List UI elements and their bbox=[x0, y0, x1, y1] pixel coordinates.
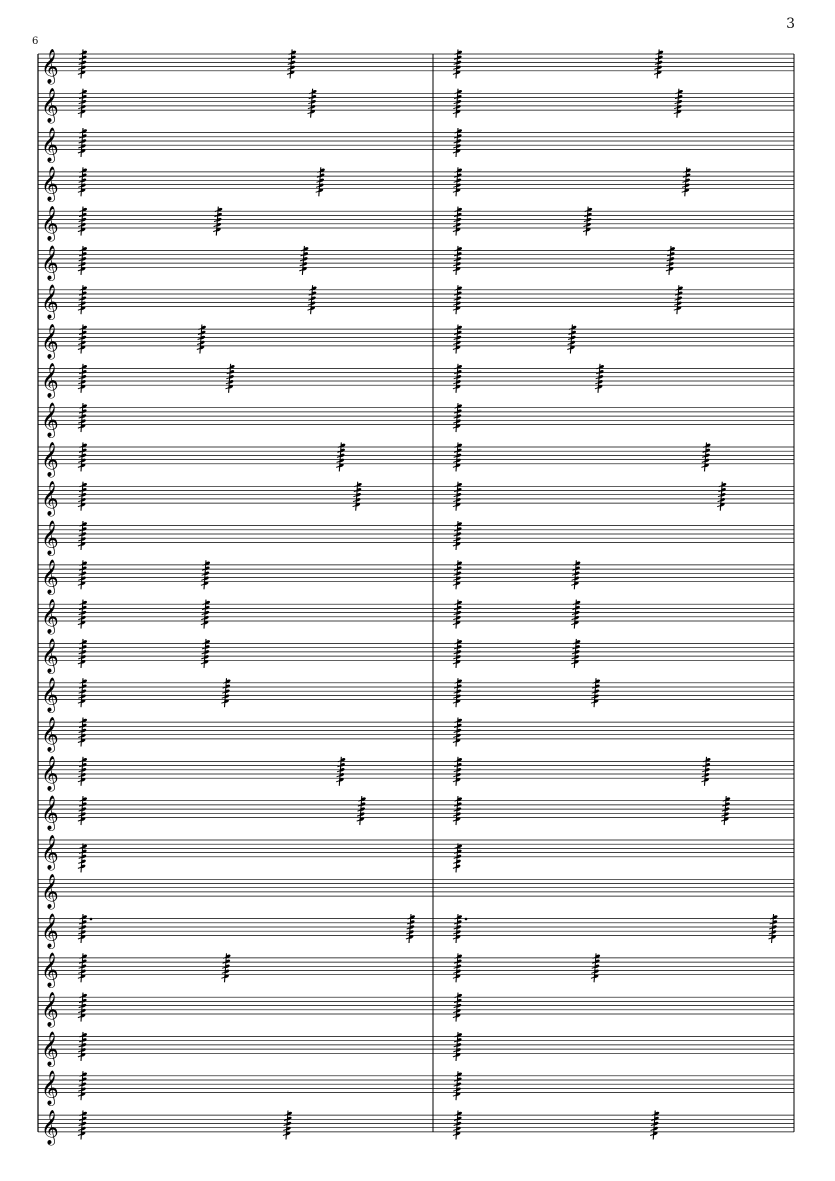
treble-clef-icon: 𝄞 bbox=[41, 795, 59, 831]
staff bbox=[38, 879, 794, 896]
staff bbox=[38, 644, 794, 661]
staff bbox=[38, 840, 794, 857]
treble-clef-icon: 𝄞 bbox=[41, 952, 59, 988]
staff bbox=[38, 133, 794, 150]
staff bbox=[38, 919, 794, 936]
treble-clef-icon: 𝄞 bbox=[41, 677, 59, 713]
treble-clef-icon: 𝄞 bbox=[41, 716, 59, 752]
staff bbox=[38, 958, 794, 975]
staff bbox=[38, 565, 794, 582]
staff bbox=[38, 1076, 794, 1093]
treble-clef-icon: 𝄞 bbox=[41, 48, 59, 84]
staff bbox=[38, 447, 794, 464]
treble-clef-icon: 𝄞 bbox=[41, 559, 59, 595]
page-number: 3 bbox=[786, 16, 795, 32]
staff bbox=[38, 54, 794, 71]
treble-clef-icon: 𝄞 bbox=[41, 127, 59, 163]
staff bbox=[38, 486, 794, 503]
treble-clef-icon: 𝄞 bbox=[41, 245, 59, 281]
treble-clef-icon: 𝄞 bbox=[41, 363, 59, 399]
note-cluster bbox=[78, 843, 88, 872]
treble-clef-icon: 𝄞 bbox=[41, 88, 59, 124]
treble-clef-icon: 𝄞 bbox=[41, 284, 59, 320]
staff bbox=[38, 408, 794, 425]
staff bbox=[38, 801, 794, 818]
treble-clef-icon: 𝄞 bbox=[41, 520, 59, 556]
treble-clef-icon: 𝄞 bbox=[41, 481, 59, 517]
staff bbox=[38, 604, 794, 621]
staff bbox=[38, 211, 794, 228]
staff bbox=[38, 722, 794, 739]
staff bbox=[38, 172, 794, 189]
staff bbox=[38, 526, 794, 543]
treble-clef-icon: 𝄞 bbox=[41, 638, 59, 674]
measure-number: 6 bbox=[32, 36, 39, 47]
note-cluster bbox=[78, 914, 92, 943]
treble-clef-icon: 𝄞 bbox=[41, 1109, 59, 1145]
treble-clef-icon: 𝄞 bbox=[41, 992, 59, 1027]
staff bbox=[38, 368, 794, 385]
treble-clef-icon: 𝄞 bbox=[41, 206, 59, 241]
note-cluster bbox=[453, 843, 463, 872]
treble-clef-icon: 𝄞 bbox=[41, 402, 59, 438]
staff bbox=[38, 251, 794, 268]
staff bbox=[38, 997, 794, 1014]
treble-clef-icon: 𝄞 bbox=[41, 913, 59, 949]
treble-clef-icon: 𝄞 bbox=[41, 874, 59, 910]
treble-clef-icon: 𝄞 bbox=[41, 441, 59, 477]
treble-clef-icon: 𝄞 bbox=[41, 599, 59, 634]
treble-clef-icon: 𝄞 bbox=[41, 1070, 59, 1106]
treble-clef-icon: 𝄞 bbox=[41, 323, 59, 359]
note-cluster bbox=[453, 914, 467, 943]
treble-clef-icon: 𝄞 bbox=[41, 166, 59, 202]
staff bbox=[38, 329, 794, 346]
treble-clef-icon: 𝄞 bbox=[41, 834, 59, 870]
treble-clef-icon: 𝄞 bbox=[41, 1031, 59, 1067]
staff bbox=[38, 761, 794, 778]
staff bbox=[38, 1115, 794, 1132]
staff bbox=[38, 683, 794, 700]
treble-clef-icon: 𝄞 bbox=[41, 756, 59, 792]
staff bbox=[38, 1037, 794, 1054]
